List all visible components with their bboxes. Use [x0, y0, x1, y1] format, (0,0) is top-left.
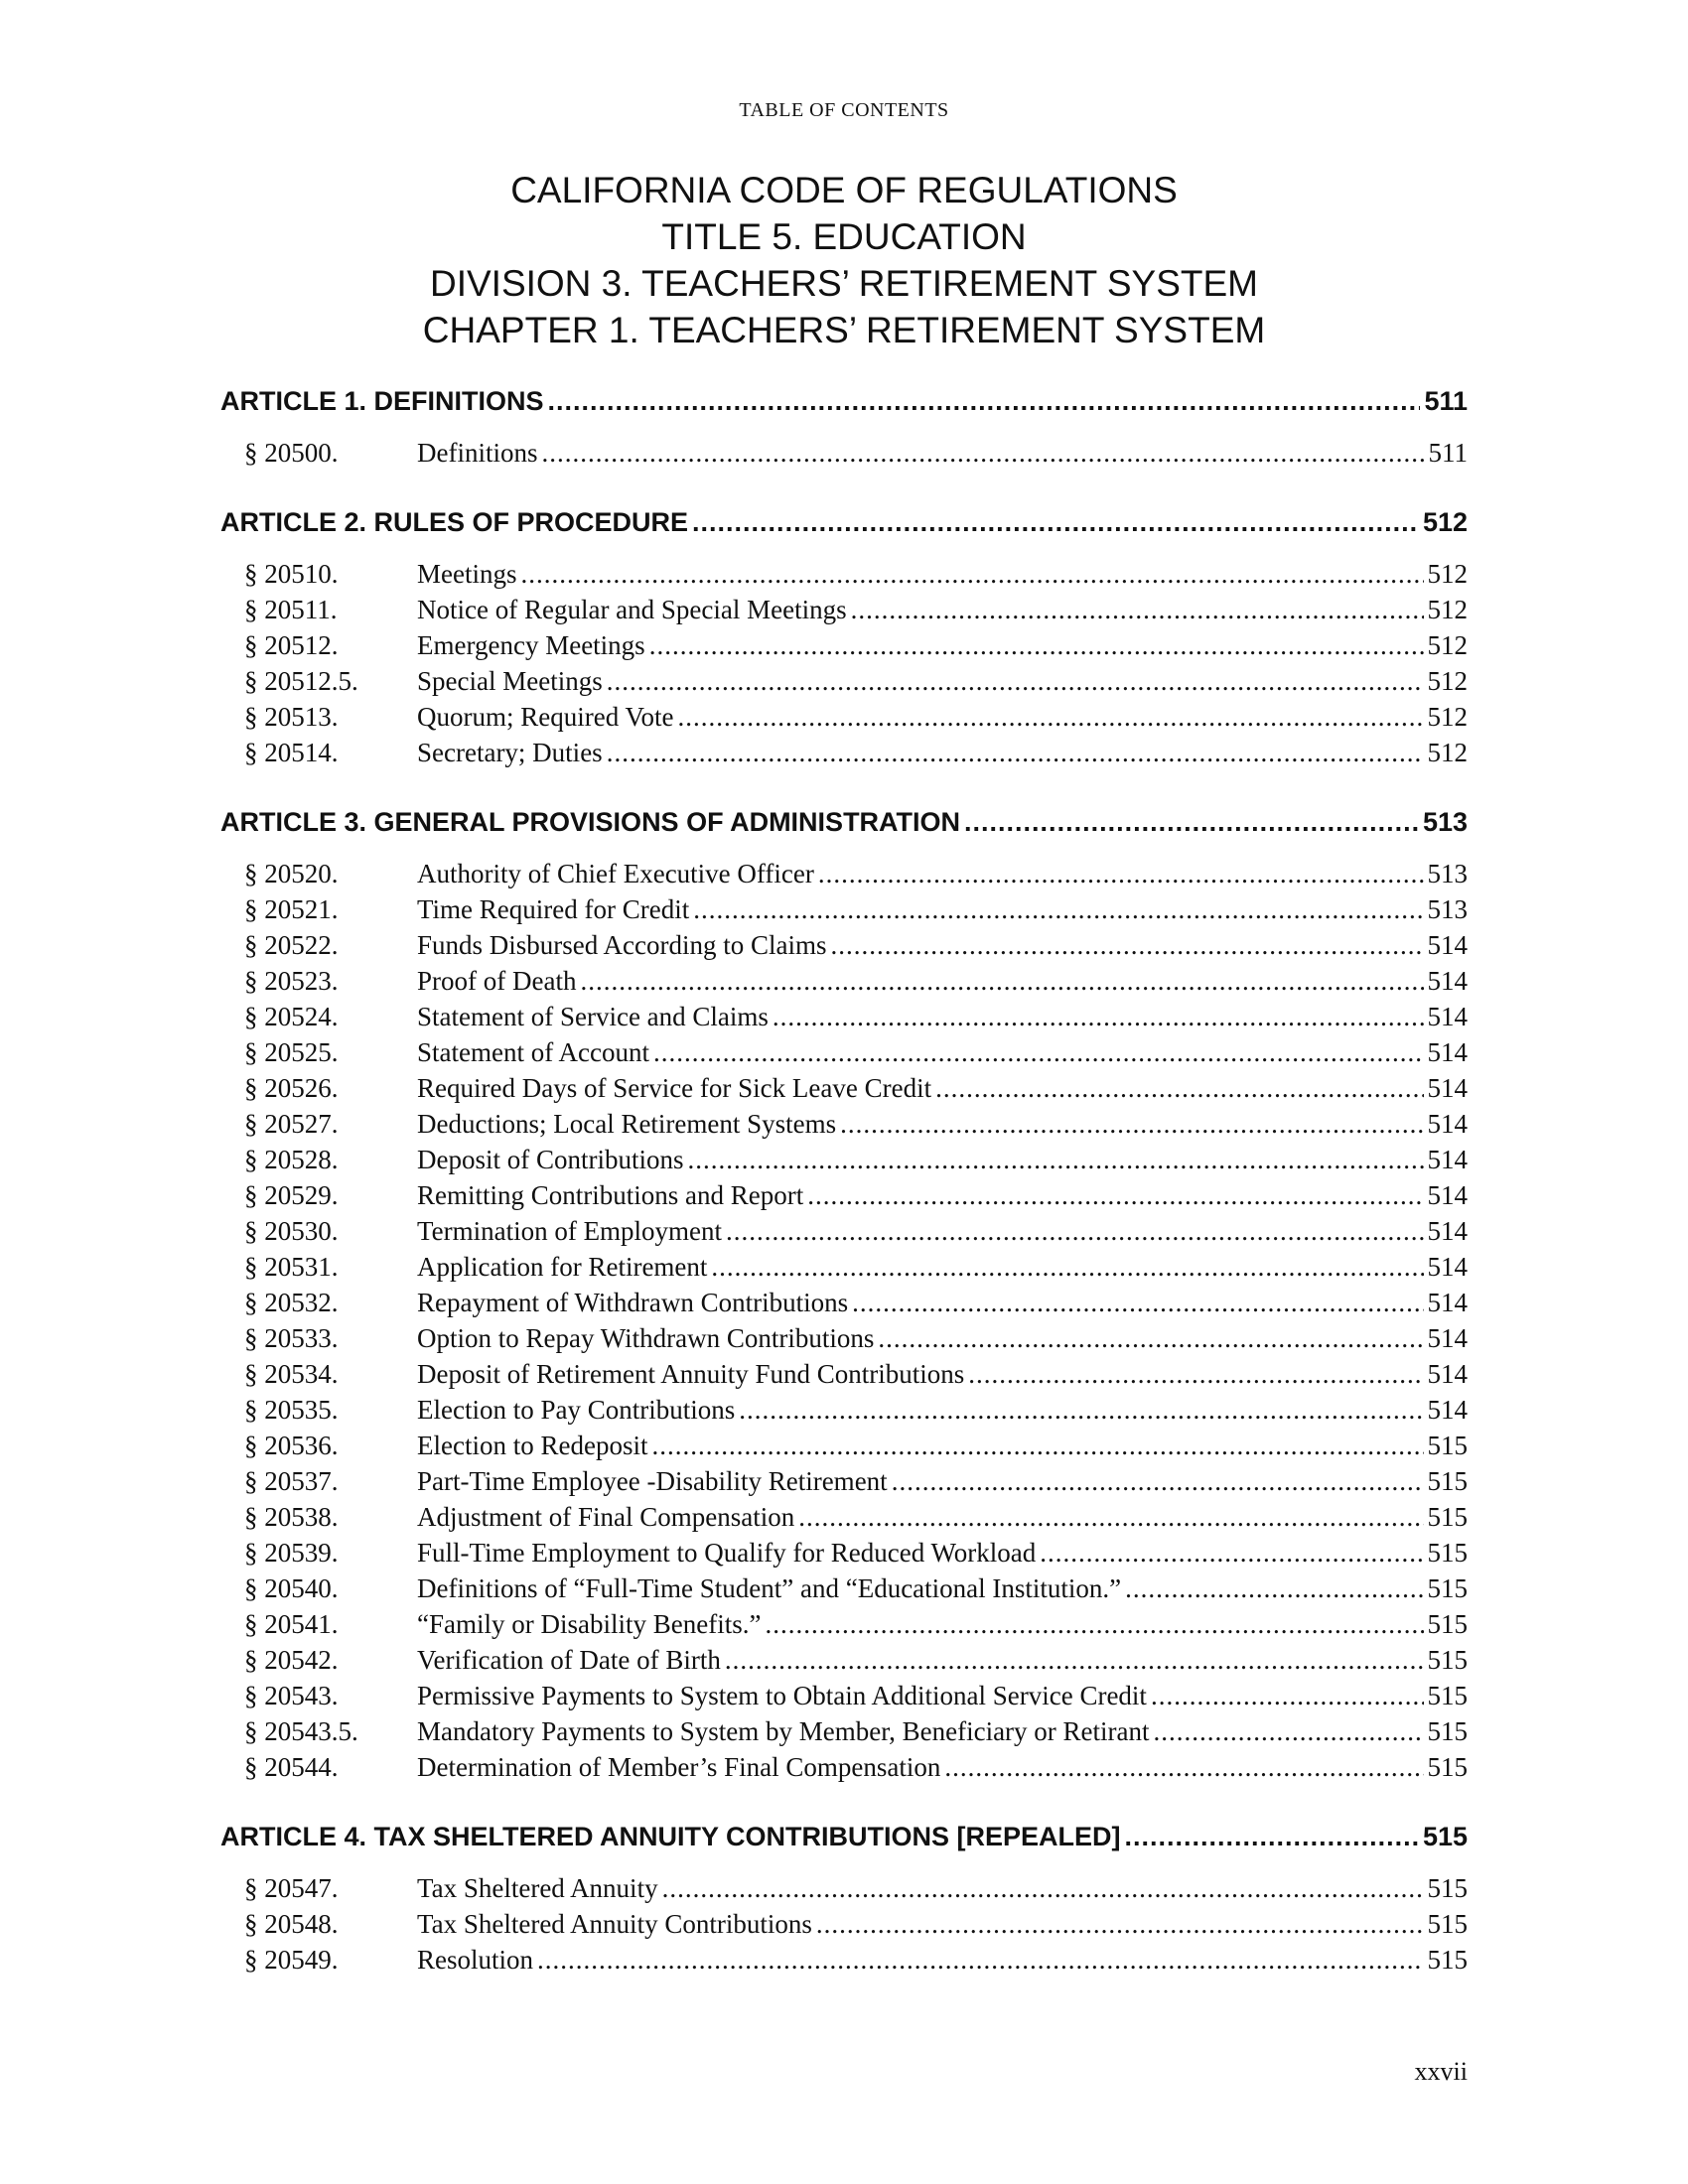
section-page-number: 513 — [1427, 894, 1468, 924]
article-title: ARTICLE 3. GENERAL PROVISIONS OF ADMINISTRATION — [220, 807, 961, 837]
section-title: Deposit of Contributions — [417, 1145, 684, 1174]
section-title: Permissive Payments to System to Obtain Additional Service Credit — [417, 1681, 1147, 1710]
article-title: ARTICLE 2. RULES OF PROCEDURE — [220, 507, 689, 537]
toc-section-entry[interactable] — [220, 1213, 1468, 1249]
toc-section-entry[interactable] — [220, 1106, 1468, 1142]
section-number: § 20536. — [244, 1431, 339, 1460]
toc-section-entry[interactable] — [220, 1535, 1468, 1570]
section-page-number: 514 — [1427, 1180, 1468, 1210]
section-page-number: 512 — [1427, 738, 1468, 767]
section-title: Definitions — [417, 438, 538, 468]
toc-article-heading[interactable] — [220, 1809, 1468, 1864]
section-number: § 20525. — [244, 1037, 339, 1067]
section-number: § 20530. — [244, 1216, 339, 1246]
section-number: § 20543.5. — [244, 1716, 358, 1746]
section-page-number: 515 — [1427, 1645, 1468, 1675]
dot-leader — [548, 373, 1421, 429]
section-page-number: 515 — [1427, 1431, 1468, 1460]
section-page-number: 515 — [1427, 1873, 1468, 1903]
article-title: ARTICLE 4. TAX SHELTERED ANNUITY CONTRIBUTIONS [REPEALED] — [220, 1822, 1121, 1851]
toc-section-entry[interactable] — [220, 699, 1468, 735]
dot-leader — [935, 1070, 1423, 1106]
section-title: Statement of Account — [417, 1037, 649, 1067]
toc-section-entry[interactable] — [220, 1249, 1468, 1285]
section-number: § 20535. — [244, 1395, 339, 1425]
section-page-number: 514 — [1427, 1002, 1468, 1031]
toc-section-entry[interactable] — [220, 663, 1468, 699]
dot-leader — [798, 1499, 1423, 1535]
section-page-number: 514 — [1427, 966, 1468, 996]
section-number: § 20510. — [244, 559, 339, 589]
dot-leader — [807, 1177, 1423, 1213]
section-page-number: 515 — [1427, 1502, 1468, 1532]
section-page-number: 515 — [1427, 1573, 1468, 1603]
section-page-number: 515 — [1427, 1681, 1468, 1710]
section-number: § 20542. — [244, 1645, 339, 1675]
section-number: § 20527. — [244, 1109, 339, 1139]
dot-leader — [580, 963, 1423, 999]
dot-leader — [765, 1606, 1423, 1642]
section-number: § 20537. — [244, 1466, 339, 1496]
section-page-number: 514 — [1427, 1252, 1468, 1282]
section-page-number: 512 — [1427, 702, 1468, 732]
dot-leader — [773, 999, 1424, 1034]
section-number: § 20512.5. — [244, 666, 358, 696]
title-line-chapter: CHAPTER 1. TEACHERS’ RETIREMENT SYSTEM — [422, 310, 1266, 350]
dot-leader — [692, 494, 1419, 550]
section-number: § 20544. — [244, 1752, 339, 1782]
section-page-number: 515 — [1427, 1716, 1468, 1746]
toc-section-entry[interactable] — [220, 1392, 1468, 1428]
toc-section-entry[interactable] — [220, 1034, 1468, 1070]
section-number: § 20514. — [244, 738, 339, 767]
section-page-number: 514 — [1427, 1323, 1468, 1353]
article-section-list — [220, 856, 1468, 1785]
section-page-number: 512 — [1427, 559, 1468, 589]
section-title: Notice of Regular and Special Meetings — [417, 595, 847, 624]
section-title: Statement of Service and Claims — [417, 1002, 769, 1031]
section-number: § 20500. — [244, 438, 339, 468]
section-title: Repayment of Withdrawn Contributions — [417, 1288, 849, 1317]
article-section-list — [220, 556, 1468, 770]
toc-section-entry[interactable] — [220, 891, 1468, 927]
section-page-number: 514 — [1427, 1109, 1468, 1139]
dot-leader — [693, 891, 1423, 927]
section-title: Meetings — [417, 559, 517, 589]
section-page-number: 514 — [1427, 1395, 1468, 1425]
section-number: § 20534. — [244, 1359, 339, 1389]
section-number: § 20521. — [244, 894, 339, 924]
toc-section-entry[interactable] — [220, 1428, 1468, 1463]
toc-article-heading[interactable] — [220, 373, 1468, 429]
title-line-code: CALIFORNIA CODE OF REGULATIONS — [510, 170, 1178, 210]
dot-leader — [725, 1642, 1424, 1678]
section-title: Application for Retirement — [417, 1252, 708, 1282]
toc-section-entry[interactable] — [220, 1678, 1468, 1713]
section-number: § 20541. — [244, 1609, 339, 1639]
section-title: Mandatory Payments to System by Member, Beneficiary or Retirant — [417, 1716, 1150, 1746]
section-title: Election to Redeposit — [417, 1431, 648, 1460]
section-number: § 20532. — [244, 1288, 339, 1317]
toc-section-entry[interactable] — [220, 927, 1468, 963]
section-page-number: 514 — [1427, 1359, 1468, 1389]
toc-section-entry[interactable] — [220, 1713, 1468, 1749]
section-number: § 20533. — [244, 1323, 339, 1353]
toc-section-entry[interactable] — [220, 1177, 1468, 1213]
section-page-number: 515 — [1427, 1752, 1468, 1782]
dot-leader — [816, 1906, 1424, 1942]
section-title: Special Meetings — [417, 666, 603, 696]
dot-leader — [537, 1942, 1423, 1978]
dot-leader — [892, 1463, 1424, 1499]
dot-leader — [964, 794, 1419, 850]
section-title: Quorum; Required Vote — [417, 702, 674, 732]
toc-section-entry[interactable] — [220, 1499, 1468, 1535]
dot-leader — [1125, 1570, 1423, 1606]
section-page-number: 512 — [1427, 666, 1468, 696]
section-number: § 20511. — [244, 595, 338, 624]
title-line-title: TITLE 5. EDUCATION — [661, 216, 1027, 257]
toc-section-entry[interactable] — [220, 999, 1468, 1034]
section-title: Verification of Date of Birth — [417, 1645, 721, 1675]
section-title: Adjustment of Final Compensation — [417, 1502, 795, 1532]
toc-section-entry[interactable] — [220, 963, 1468, 999]
section-number: § 20531. — [244, 1252, 339, 1282]
section-title: Remitting Contributions and Report — [417, 1180, 804, 1210]
dot-leader — [851, 592, 1424, 627]
toc-section-entry[interactable] — [220, 1942, 1468, 1978]
toc-section-entry[interactable] — [220, 592, 1468, 627]
section-title: Required Days of Service for Sick Leave Credit — [417, 1073, 932, 1103]
article-page-number: 512 — [1422, 507, 1468, 537]
dot-leader — [1151, 1678, 1424, 1713]
table-of-contents — [220, 373, 1468, 2001]
page-folio: xxvii — [1414, 2057, 1468, 2086]
section-title: Full-Time Employment to Qualify for Reduced Workload — [417, 1538, 1037, 1568]
section-title: Deductions; Local Retirement Systems — [417, 1109, 837, 1139]
section-number: § 20549. — [244, 1945, 339, 1975]
section-number: § 20512. — [244, 630, 339, 660]
dot-leader — [662, 1870, 1424, 1906]
section-number: § 20540. — [244, 1573, 339, 1603]
toc-section-entry[interactable] — [220, 556, 1468, 592]
dot-leader — [649, 627, 1424, 663]
dot-leader — [651, 1428, 1423, 1463]
dot-leader — [840, 1106, 1423, 1142]
toc-section-entry[interactable] — [220, 1142, 1468, 1177]
toc-article-heading[interactable] — [220, 794, 1468, 850]
section-title: Definitions of “Full-Time Student” and “Educational Institution.” — [417, 1573, 1122, 1603]
dot-leader — [711, 1249, 1423, 1285]
section-title: “Family or Disability Benefits.” — [417, 1609, 762, 1639]
section-page-number: 511 — [1428, 438, 1468, 468]
section-title: Proof of Death — [417, 966, 577, 996]
toc-section-entry[interactable] — [220, 1570, 1468, 1606]
dot-leader — [521, 556, 1424, 592]
toc-section-entry[interactable] — [220, 1870, 1468, 1906]
article-page-number: 515 — [1422, 1822, 1468, 1851]
section-page-number: 514 — [1427, 1037, 1468, 1067]
dot-leader — [1154, 1713, 1424, 1749]
toc-section-entry[interactable] — [220, 735, 1468, 770]
section-number: § 20539. — [244, 1538, 339, 1568]
dot-leader — [1040, 1535, 1423, 1570]
dot-leader — [831, 927, 1424, 963]
document-title — [0, 167, 1688, 353]
dot-leader — [968, 1356, 1423, 1392]
dot-leader — [852, 1285, 1423, 1320]
section-page-number: 512 — [1427, 630, 1468, 660]
dot-leader — [607, 663, 1424, 699]
section-number: § 20528. — [244, 1145, 339, 1174]
section-page-number: 514 — [1427, 1216, 1468, 1246]
section-number: § 20548. — [244, 1909, 339, 1939]
toc-section-entry[interactable] — [220, 1906, 1468, 1942]
section-number: § 20543. — [244, 1681, 339, 1710]
dot-leader — [653, 1034, 1424, 1070]
section-page-number: 514 — [1427, 1073, 1468, 1103]
section-title: Secretary; Duties — [417, 738, 603, 767]
section-title: Emergency Meetings — [417, 630, 645, 660]
section-title: Time Required for Credit — [417, 894, 690, 924]
section-page-number: 515 — [1427, 1945, 1468, 1975]
section-title: Determination of Member’s Final Compensation — [417, 1752, 941, 1782]
section-page-number: 515 — [1427, 1466, 1468, 1496]
article-page-number: 513 — [1422, 807, 1468, 837]
dot-leader — [739, 1392, 1423, 1428]
section-title: Tax Sheltered Annuity — [417, 1873, 658, 1903]
section-number: § 20526. — [244, 1073, 339, 1103]
toc-section-entry[interactable] — [220, 1642, 1468, 1678]
dot-leader — [688, 1142, 1424, 1177]
dot-leader — [607, 735, 1424, 770]
toc-section-entry[interactable] — [220, 1320, 1468, 1356]
running-head: TABLE OF CONTENTS — [739, 99, 949, 121]
toc-section-entry[interactable] — [220, 1070, 1468, 1106]
section-title: Deposit of Retirement Annuity Fund Contributions — [417, 1359, 965, 1389]
section-title: Part-Time Employee -Disability Retirement — [417, 1466, 888, 1496]
article-section-list — [220, 435, 1468, 471]
toc-section-entry[interactable] — [220, 1356, 1468, 1392]
toc-section-entry[interactable] — [220, 627, 1468, 663]
toc-section-entry[interactable] — [220, 856, 1468, 891]
section-page-number: 514 — [1427, 930, 1468, 960]
section-title: Resolution — [417, 1945, 534, 1975]
section-number: § 20538. — [244, 1502, 339, 1532]
dot-leader — [1125, 1809, 1419, 1864]
dot-leader — [878, 1320, 1423, 1356]
section-page-number: 515 — [1427, 1609, 1468, 1639]
dot-leader — [677, 699, 1423, 735]
toc-section-entry[interactable] — [220, 435, 1468, 471]
section-page-number: 512 — [1427, 595, 1468, 624]
dot-leader — [726, 1213, 1423, 1249]
article-section-list — [220, 1870, 1468, 1978]
dot-leader — [542, 435, 1425, 471]
dot-leader — [944, 1749, 1423, 1785]
toc-section-entry[interactable] — [220, 1285, 1468, 1320]
article-title: ARTICLE 1. DEFINITIONS — [220, 386, 544, 416]
section-title: Funds Disbursed According to Claims — [417, 930, 827, 960]
dot-leader — [818, 856, 1424, 891]
toc-article-heading[interactable] — [220, 494, 1468, 550]
section-number: § 20522. — [244, 930, 339, 960]
section-title: Tax Sheltered Annuity Contributions — [417, 1909, 812, 1939]
section-title: Option to Repay Withdrawn Contributions — [417, 1323, 875, 1353]
section-title: Election to Pay Contributions — [417, 1395, 736, 1425]
section-number: § 20513. — [244, 702, 339, 732]
toc-section-entry[interactable] — [220, 1606, 1468, 1642]
section-number: § 20520. — [244, 859, 339, 888]
title-line-division: DIVISION 3. TEACHERS’ RETIREMENT SYSTEM — [429, 263, 1259, 304]
section-title: Authority of Chief Executive Officer — [417, 859, 814, 888]
toc-section-entry[interactable] — [220, 1463, 1468, 1499]
section-page-number: 515 — [1427, 1909, 1468, 1939]
section-page-number: 513 — [1427, 859, 1468, 888]
section-page-number: 514 — [1427, 1145, 1468, 1174]
section-number: § 20547. — [244, 1873, 339, 1903]
section-number: § 20524. — [244, 1002, 339, 1031]
section-page-number: 514 — [1427, 1288, 1468, 1317]
article-page-number: 511 — [1424, 386, 1468, 416]
section-title: Termination of Employment — [417, 1216, 723, 1246]
section-number: § 20529. — [244, 1180, 339, 1210]
section-number: § 20523. — [244, 966, 339, 996]
section-page-number: 515 — [1427, 1538, 1468, 1568]
toc-section-entry[interactable] — [220, 1749, 1468, 1785]
